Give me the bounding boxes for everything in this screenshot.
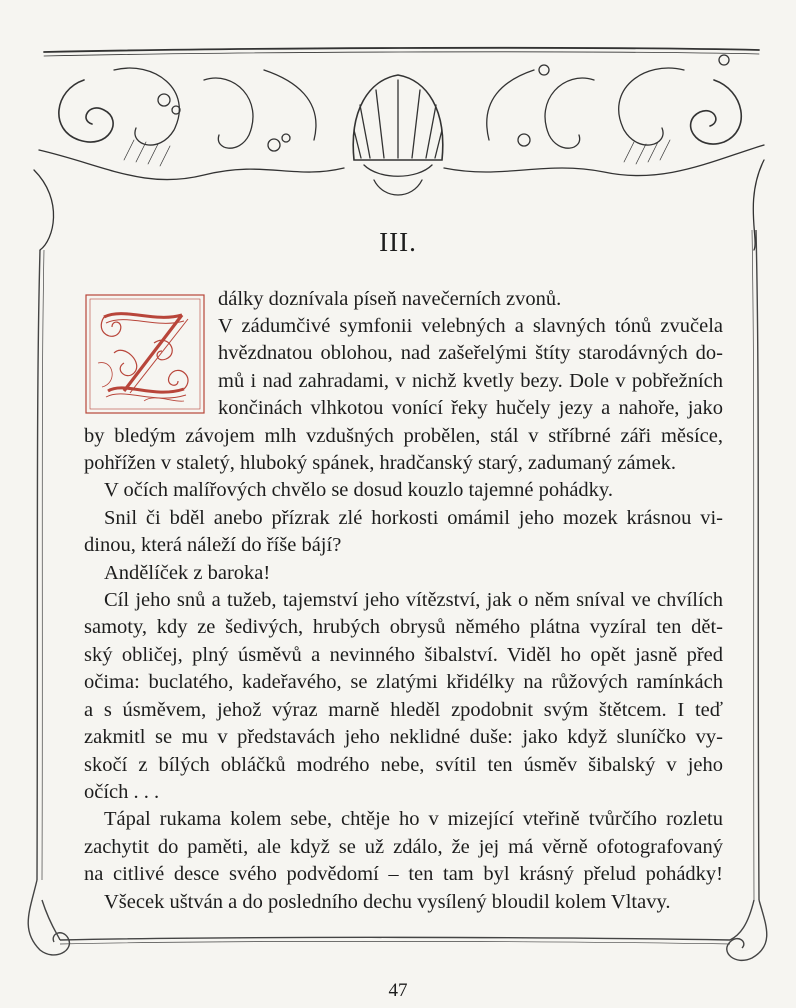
text-line: končinách vlhkotou vonící řeky hučely jezy a nahoře, jako <box>218 397 723 419</box>
text-line: zakmitl se mu v představách jeho neklidné duše: jako když sluníčko vy- <box>84 726 723 748</box>
text-line: hvězdnatou oblohou, nad zašeřelými štíty starodávných do- <box>218 342 723 364</box>
page-number: 47 <box>388 980 408 1001</box>
text-line: zachytit do paměti, ale když se už zdálo, že jej má věrně ofotografovaný <box>84 836 723 858</box>
text-line: očima: buclatého, kadeřavého, se zlatými křidélky na růžových ramínkách <box>84 671 723 693</box>
text-line: Tápal rukama kolem sebe, chtěje ho v mizející vteřině tvůrčího rozletu <box>104 808 723 830</box>
text-line: Všecek uštván a do posledního dechu vysílený bloudil kolem Vltavy. <box>104 891 671 913</box>
text-line: Andělíček z baroka! <box>104 562 271 584</box>
text-line: Snil či bděl anebo přízrak zlé horkosti omámil jeho mozek krásnou vi- <box>104 507 723 529</box>
text-line: pohřížen v staletý, hluboký spánek, hradčanský starý, zadumaný zámek. <box>84 452 677 474</box>
text-line: V očích malířových chvělo se dosud kouzlo tajemné pohádky. <box>104 479 613 501</box>
text-line: a s úsměvem, jehož výraz marně hleděl zpodobnit svým štětcem. I teď <box>84 699 723 721</box>
text-line: V zádumčivé symfonii velebných a slavných tónů zvučela <box>218 315 723 337</box>
text-line: samoty, kdy ze šedivých, hrubých obrysů němého plátna vyzíral ten dět- <box>84 616 723 638</box>
decorative-initial-z <box>84 293 206 415</box>
text-line: ský obličej, plný úsměvů a nevinného šibalství. Viděl ho opět jasně před <box>84 644 723 666</box>
text-line: dinou, která náleží do říše bájí? <box>84 534 342 556</box>
rococo-header-ornament <box>24 40 772 255</box>
text-line: na citlivé desce svého podvědomí – ten tam byl krásný přelud pohádky! <box>84 863 723 885</box>
chapter-title: III. <box>379 227 417 257</box>
text-line: očích . . . <box>84 781 160 803</box>
text-line: dálky doznívala píseň navečerních zvonů. <box>218 288 562 310</box>
text-line: Cíl jeho snů a tužeb, tajemství jeho vítězství, jak o něm sníval ve chvílích <box>104 589 723 611</box>
text-line: skočí z bílých obláčků modrého nebe, svítil ten úsměv šibalský v jeho <box>84 754 723 776</box>
text-line: by bledým závojem mlh vzdušných probělen, stál v stříbrné záři měsíce, <box>84 425 723 447</box>
text-line: mů i nad zahradami, v nichž kvetly bezy. Dole v pobřežních <box>218 370 723 392</box>
